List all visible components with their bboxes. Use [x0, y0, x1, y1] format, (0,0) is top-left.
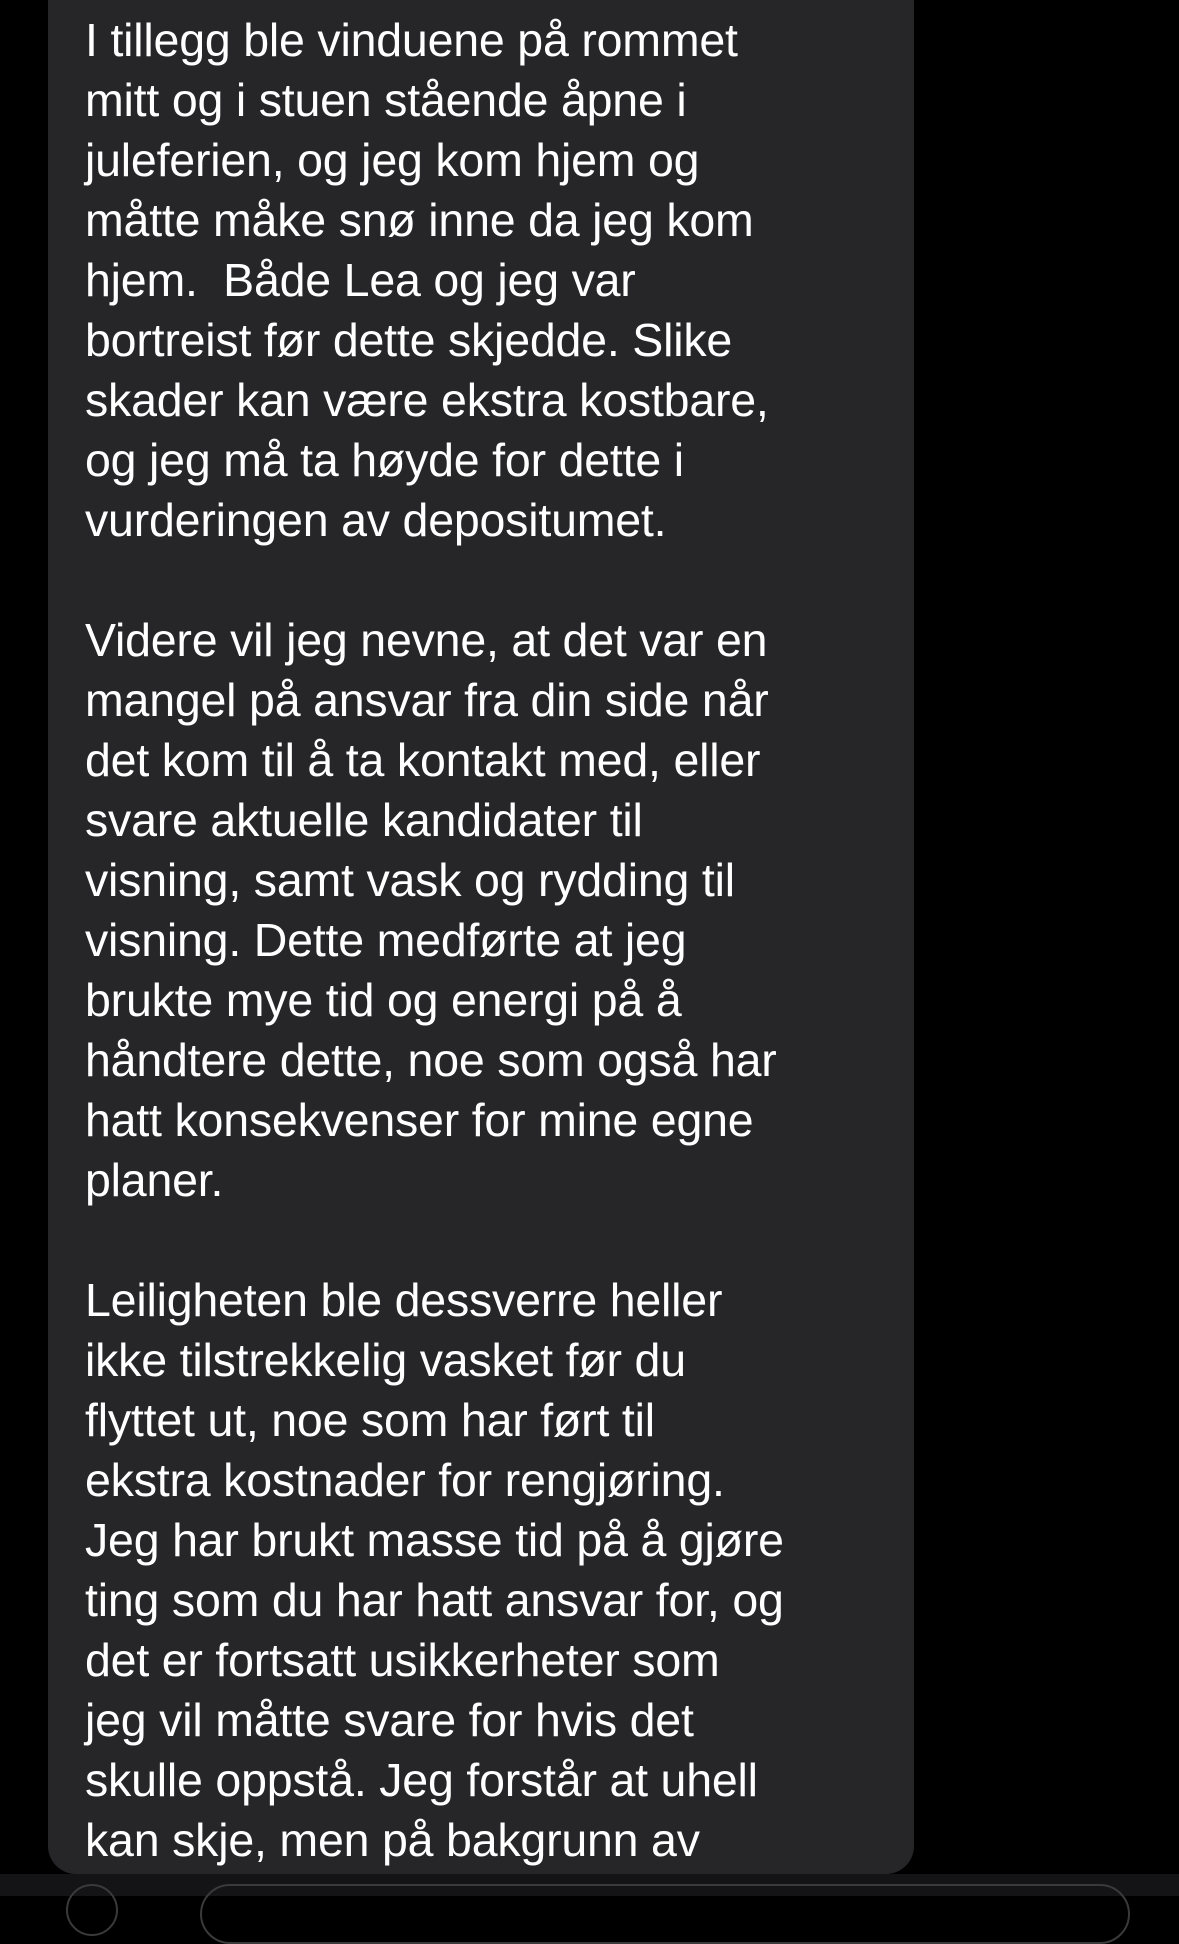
- message-line: kan skje, men på bakgrunn av: [85, 1814, 700, 1866]
- message-line: visning. Dette medførte at jeg: [85, 914, 687, 966]
- message-line: ting som du har hatt ansvar for, og: [85, 1574, 784, 1626]
- message-paragraph-1: [85, 10, 885, 550]
- message-text: [85, 10, 885, 1930]
- message-line: Leiligheten ble dessverre heller: [85, 1274, 723, 1326]
- message-line: mitt og i stuen stående åpne i: [85, 74, 687, 126]
- message-line: vurderingen av depositumet.: [85, 494, 667, 546]
- message-line: visning, samt vask og rydding til: [85, 854, 735, 906]
- message-line: I tillegg ble vinduene på rommet: [85, 14, 738, 66]
- message-line: håndtere dette, noe som også har: [85, 1034, 777, 1086]
- message-line: hjem. Både Lea og jeg var: [85, 254, 636, 306]
- message-line: og jeg må ta høyde for dette i: [85, 434, 684, 486]
- message-line: Jeg har brukt masse tid på å gjøre: [85, 1514, 784, 1566]
- message-paragraph-2: [85, 610, 885, 1210]
- plus-icon[interactable]: [66, 1884, 118, 1936]
- message-line: brukte mye tid og energi på å: [85, 974, 682, 1026]
- message-line: flyttet ut, noe som har ført til: [85, 1394, 655, 1446]
- message-line: Videre vil jeg nevne, at det var en: [85, 614, 768, 666]
- message-line: skader kan være ekstra kostbare,: [85, 374, 769, 426]
- message-line: det kom til å ta kontakt med, eller: [85, 734, 761, 786]
- message-line: svare aktuelle kandidater til: [85, 794, 643, 846]
- message-line: det er fortsatt usikkerheter som: [85, 1634, 720, 1686]
- message-line: skulle oppstå. Jeg forstår at uhell: [85, 1754, 758, 1806]
- message-line: jeg vil måtte svare for hvis det: [85, 1694, 694, 1746]
- message-line: bortreist før dette skjedde. Slike: [85, 314, 733, 366]
- message-line: måtte måke snø inne da jeg kom: [85, 194, 754, 246]
- message-paragraph-3: [85, 1270, 885, 1870]
- message-line: ikke tilstrekkelig vasket før du: [85, 1334, 686, 1386]
- message-line: ekstra kostnader for rengjøring.: [85, 1454, 725, 1506]
- composer-bar: [0, 1874, 1179, 1896]
- message-line: planer.: [85, 1154, 224, 1206]
- message-line: hatt konsekvenser for mine egne: [85, 1094, 754, 1146]
- message-input[interactable]: [200, 1884, 1130, 1944]
- message-line: mangel på ansvar fra din side når: [85, 674, 769, 726]
- message-line: juleferien, og jeg kom hjem og: [85, 134, 700, 186]
